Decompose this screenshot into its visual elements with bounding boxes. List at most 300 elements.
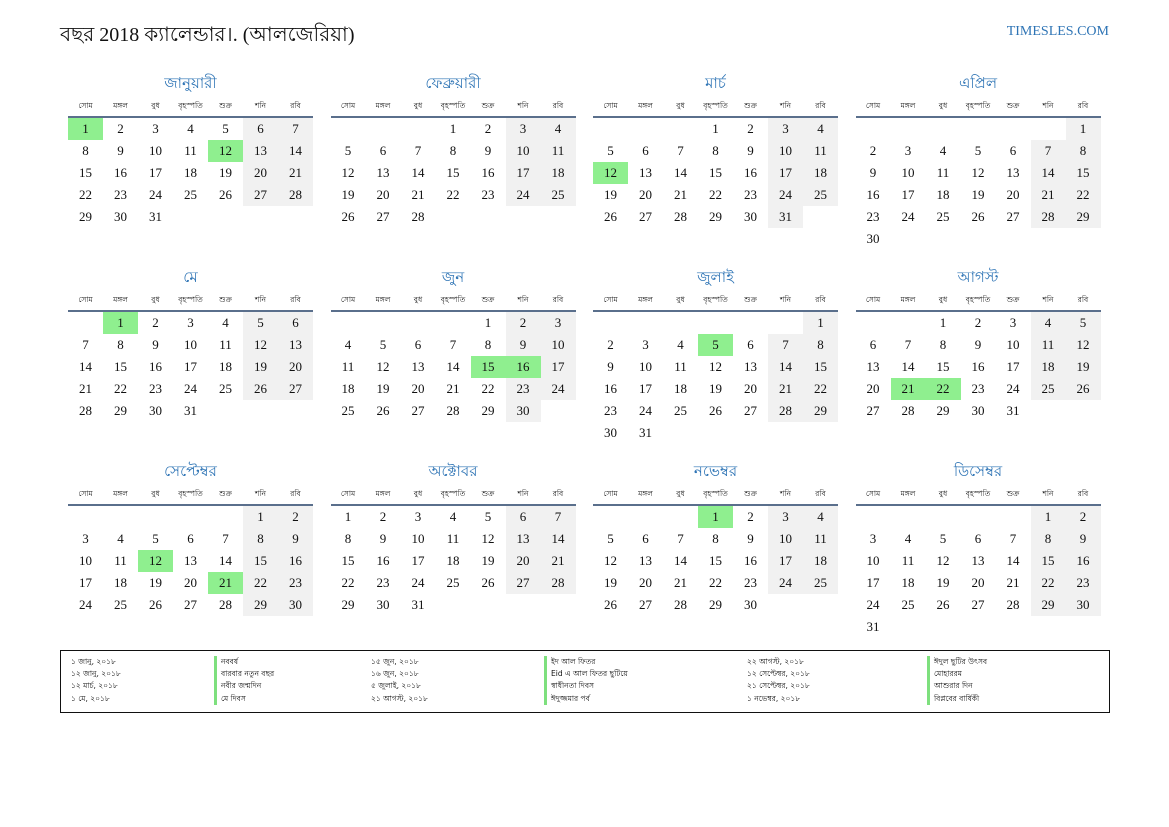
day-cell: 21 [446,381,460,396]
weekday-label: বৃহস্পতি [440,295,466,304]
day-cell: 18 [1031,356,1066,378]
month-calendar [856,266,1101,444]
holiday-names-col-2 [544,656,628,705]
day-cell: 6 [414,337,422,352]
day-cell: 17 [768,550,803,572]
weekday-label: বৃহস্পতি [965,295,991,304]
day-cell: 23 [971,381,985,396]
empty-cell [331,118,366,140]
day-cell: 26 [604,209,617,224]
day-cell: 7 [414,143,422,158]
day-cell: 2 [484,121,492,136]
day-cell: 21 [1006,575,1020,590]
weekday-label: বৃহস্পতি [965,489,991,498]
day-cell: 31 [411,597,425,612]
day-cell: 27 [411,403,425,418]
day-cell: 26 [481,575,495,590]
day-cell: 12 [936,553,950,568]
day-cell: 1 [1066,118,1101,140]
day-cell: 11 [219,337,232,352]
day-cell: 25 [803,184,838,206]
day-cell: 11 [1031,334,1066,356]
day-cell: 29 [936,403,950,418]
day-cell: 8 [344,531,352,546]
day-cell: 30 [114,209,127,224]
day-cell: 26 [604,597,617,612]
weekday-label: বৃহস্পতি [178,295,203,304]
month-name: সেপ্টেম্বর [164,464,217,480]
empty-cell [1031,118,1066,140]
month-name: আগস্ট [957,270,999,286]
day-cell: 9 [278,528,313,550]
day-cell: 4 [187,121,194,136]
day-cell: 19 [604,575,617,590]
weekday-header [68,96,313,118]
day-cell: 15 [243,550,278,572]
weekday-label: বুধ [676,489,685,498]
holiday-entry: Eid এ আল ফিতর ছুটিয়ে [551,669,628,679]
empty-cell [926,118,961,140]
day-cell: 13 [744,359,757,374]
weekday-label: বৃহস্পতি [703,295,728,304]
day-cell: 11 [803,140,838,162]
day-cell: 10 [866,553,880,568]
day-cell: 5 [344,143,352,158]
day-cell: 28 [1006,597,1020,612]
day-cell: 7 [1009,531,1017,546]
day-cell: 1 [1031,506,1066,528]
weekday-header [593,290,838,312]
day-cell: 28 [674,209,687,224]
day-cell: 13 [639,165,652,180]
weekday-label: বুধ [151,295,160,304]
weekday-label: শনি [517,101,529,110]
day-cell: 26 [376,403,390,418]
day-cell: 1 [344,509,352,524]
day-cell: 10 [1006,337,1020,352]
day-cell: 17 [901,187,915,202]
day-cell: 4 [803,118,838,140]
weekday-label: রবি [815,295,826,304]
month-calendar [68,72,313,250]
weekday-label: শুক্র [219,489,232,498]
day-cell: 17 [411,553,425,568]
day-cell: 11 [541,140,576,162]
weekday-label: সোম [78,101,93,110]
day-cell: 6 [379,143,387,158]
month-name: ডিসেম্বর [953,464,1003,480]
weekday-label: বুধ [938,489,948,498]
day-cell: 28 [411,209,425,224]
day-cell: 30 [744,597,757,612]
day-cell: 7 [278,118,313,140]
day-cell: 5 [974,143,982,158]
day-cell: 4 [1031,312,1066,334]
day-cell: 24 [184,381,197,396]
day-cell: 19 [709,381,722,396]
empty-cell [891,506,926,528]
empty-cell [366,312,401,334]
day-cell: 14 [674,165,687,180]
empty-cell [628,312,663,334]
day-cell: 9 [869,165,877,180]
day-cell: 5 [1066,312,1101,334]
day-cell: 3 [642,337,649,352]
day-cell: 27 [184,597,197,612]
day-cell: 10 [768,140,803,162]
weekday-label: সোম [603,295,618,304]
day-cell: 20 [1006,187,1020,202]
day-cell: 10 [411,531,425,546]
day-cell: 30 [149,403,162,418]
weekday-label: বুধ [151,489,160,498]
weekday-label: রবি [552,101,564,110]
day-cell: 3 [187,315,194,330]
day-cell: 18 [184,165,197,180]
day-cell: 23 [744,575,757,590]
day-cell: 15 [114,359,127,374]
day-cell: 13 [376,165,390,180]
weekday-label: শুক্র [744,489,757,498]
day-grid [331,118,576,228]
day-cell: 31 [866,619,880,634]
day-cell: 15 [1066,162,1101,184]
holiday-entry: ১ নভেম্বর, ২০১৮ [747,693,801,703]
day-cell: 5 [152,531,159,546]
day-cell: 9 [379,531,387,546]
site-link[interactable]: TIMESLES.COM [1006,24,1109,39]
day-cell: 22 [79,187,92,202]
day-cell: 29 [803,400,838,422]
weekday-label: বুধ [151,101,160,110]
day-cell: 14 [541,528,576,550]
day-cell: 16 [149,359,162,374]
day-cell: 24 [768,572,803,594]
day-cell: 14 [1031,162,1066,184]
day-cell: 25 [674,403,687,418]
day-cell: 6 [642,143,649,158]
weekday-label: বুধ [413,295,423,304]
day-cell: 7 [222,531,229,546]
day-cell: 17 [541,356,576,378]
day-cell: 5 [698,334,733,356]
empty-cell [698,312,733,334]
weekday-label: বুধ [938,101,948,110]
day-cell: 22 [341,575,355,590]
day-cell: 30 [278,594,313,616]
day-grid [68,312,313,422]
day-cell: 26 [709,403,722,418]
weekday-header [68,484,313,506]
empty-cell [663,312,698,334]
day-cell: 7 [82,337,89,352]
weekday-label: বুধ [676,295,685,304]
day-cell: 11 [901,553,915,568]
day-cell: 16 [278,550,313,572]
day-cell: 28 [901,403,915,418]
day-cell: 10 [79,553,92,568]
empty-cell [768,312,803,334]
day-cell: 24 [506,184,541,206]
weekday-label: শুক্র [481,295,495,304]
day-cell: 2 [869,143,877,158]
day-cell: 27 [506,572,541,594]
holiday-entry: ১২ সেপ্টেম্বর, ২০১৮ [747,669,810,679]
day-grid [68,506,313,616]
weekday-label: শুক্র [1006,489,1020,498]
day-cell: 9 [1066,528,1101,550]
day-cell: 4 [939,143,947,158]
weekday-label: শনি [254,295,267,304]
day-cell: 5 [243,312,278,334]
weekday-label: সোম [78,489,93,498]
weekday-header [331,290,576,312]
day-cell: 20 [866,381,880,396]
day-cell: 2 [117,121,124,136]
day-cell: 20 [744,381,757,396]
day-cell: 12 [593,162,628,184]
day-cell: 12 [709,359,722,374]
day-cell: 13 [243,140,278,162]
day-cell: 19 [604,187,617,202]
day-cell: 7 [449,337,457,352]
weekday-label: শনি [254,489,267,498]
weekday-header [856,484,1101,506]
empty-cell [331,312,366,334]
day-cell: 7 [541,506,576,528]
holiday-names-col-1 [214,656,274,705]
day-cell: 14 [219,553,232,568]
day-cell: 28 [674,597,687,612]
day-cell: 20 [184,575,197,590]
day-cell: 19 [149,575,162,590]
month-name: জুন [441,270,465,286]
day-grid [68,118,313,228]
day-cell: 19 [1066,356,1101,378]
day-cell: 6 [642,531,649,546]
day-cell: 14 [79,359,92,374]
day-cell: 10 [506,140,541,162]
day-cell: 26 [219,187,232,202]
day-cell: 5 [607,143,614,158]
day-cell: 18 [803,162,838,184]
weekday-label: বুধ [413,101,423,110]
holiday-dates-col-1 [71,656,121,705]
month-calendar [68,266,313,444]
day-cell: 3 [768,118,803,140]
day-cell: 26 [936,597,950,612]
day-cell: 2 [974,315,982,330]
holiday-entry: নবীর জন্মদিন [221,681,262,691]
weekday-label: শুক্র [219,295,232,304]
day-cell: 23 [1066,572,1101,594]
day-cell: 15 [709,165,722,180]
weekday-label: সোম [865,101,881,110]
weekday-label: মঙ্গল [375,101,391,110]
weekday-label: বুধ [938,295,948,304]
weekday-label: সোম [865,489,881,498]
day-cell: 17 [768,162,803,184]
day-cell: 3 [768,506,803,528]
day-cell: 22 [243,572,278,594]
day-cell: 18 [541,162,576,184]
weekday-label: মঙ্গল [113,489,128,498]
weekday-label: বৃহস্পতি [440,101,466,110]
day-cell: 9 [506,334,541,356]
day-cell: 13 [506,528,541,550]
day-cell: 16 [744,553,757,568]
day-cell: 1 [698,506,733,528]
day-cell: 4 [222,315,229,330]
day-cell: 13 [971,553,985,568]
day-cell: 25 [184,187,197,202]
weekday-label: বৃহস্পতি [178,101,203,110]
day-cell: 22 [709,575,722,590]
day-cell: 9 [484,143,492,158]
day-cell: 8 [803,334,838,356]
day-cell: 1 [449,121,457,136]
day-cell: 3 [414,509,422,524]
day-cell: 7 [677,531,684,546]
day-cell: 21 [208,572,243,594]
day-cell: 14 [278,140,313,162]
day-cell: 15 [1031,550,1066,572]
weekday-label: বৃহস্পতি [440,489,466,498]
day-cell: 23 [149,381,162,396]
day-cell: 29 [341,597,355,612]
empty-cell [926,506,961,528]
day-cell: 12 [243,334,278,356]
weekday-label: শনি [517,489,529,498]
holiday-entry: ৫ জুলাই, ২০১৮ [371,681,421,691]
weekday-label: সোম [340,489,356,498]
day-cell: 15 [446,165,460,180]
empty-cell [856,312,891,334]
day-cell: 14 [901,359,915,374]
day-cell: 10 [541,334,576,356]
day-cell: 24 [79,597,92,612]
month-calendar [856,460,1101,638]
day-cell: 3 [82,531,89,546]
month-name: মে [183,270,198,286]
day-cell: 14 [674,553,687,568]
day-cell: 22 [803,378,838,400]
day-cell: 18 [219,359,232,374]
month-calendar [593,72,838,250]
weekday-label: রবি [1077,489,1089,498]
day-cell: 22 [114,381,127,396]
weekday-label: মঙ্গল [113,295,128,304]
day-cell: 1 [103,312,138,334]
day-cell: 23 [278,572,313,594]
day-cell: 21 [768,378,803,400]
day-cell: 8 [712,531,719,546]
day-cell: 8 [243,528,278,550]
holiday-names-col-3 [927,656,987,705]
day-cell: 22 [926,378,961,400]
day-cell: 6 [747,337,754,352]
weekday-label: সোম [603,489,618,498]
day-cell: 15 [803,356,838,378]
day-cell: 16 [376,553,390,568]
weekday-label: রবি [290,295,301,304]
empty-cell [103,506,138,528]
day-cell: 12 [208,140,243,162]
day-cell: 31 [1006,403,1020,418]
month-calendar [593,460,838,638]
day-cell: 13 [1006,165,1020,180]
day-cell: 11 [114,553,127,568]
weekday-header [593,96,838,118]
weekday-header [331,96,576,118]
day-cell: 20 [243,162,278,184]
day-cell: 23 [114,187,127,202]
empty-cell [138,506,173,528]
day-cell: 31 [639,425,652,440]
day-cell: 31 [768,206,803,228]
day-cell: 17 [149,165,162,180]
day-cell: 8 [712,143,719,158]
day-cell: 31 [149,209,162,224]
day-cell: 23 [506,378,541,400]
weekday-label: রবি [552,295,564,304]
day-cell: 2 [278,506,313,528]
holiday-entry: ইদ আল ফিতর [551,657,596,666]
empty-cell [891,118,926,140]
day-cell: 9 [607,359,614,374]
day-cell: 6 [974,531,982,546]
month-name: জুলাই [697,270,734,286]
months-grid [68,72,1101,638]
empty-cell [961,506,996,528]
empty-cell [68,312,103,334]
weekday-label: শনি [517,295,529,304]
day-cell: 3 [904,143,912,158]
day-cell: 3 [152,121,159,136]
day-cell: 14 [1006,553,1020,568]
day-cell: 21 [411,187,425,202]
day-cell: 11 [803,528,838,550]
day-cell: 11 [674,359,687,374]
day-grid [593,506,838,616]
day-cell: 28 [278,184,313,206]
day-cell: 22 [481,381,495,396]
day-cell: 22 [709,187,722,202]
day-cell: 16 [114,165,127,180]
day-cell: 11 [446,531,460,546]
day-cell: 23 [866,209,880,224]
day-cell: 28 [1031,206,1066,228]
day-cell: 8 [1031,528,1066,550]
weekday-label: রবি [815,489,826,498]
day-cell: 30 [506,400,541,422]
month-calendar [856,72,1101,250]
day-cell: 14 [446,359,460,374]
day-cell: 27 [278,378,313,400]
day-cell: 13 [639,553,652,568]
day-cell: 17 [639,381,652,396]
day-cell: 8 [117,337,124,352]
weekday-label: সোম [603,101,618,110]
day-cell: 25 [936,209,950,224]
day-cell: 25 [1031,378,1066,400]
empty-cell [856,506,891,528]
day-cell: 21 [891,378,926,400]
day-cell: 30 [604,425,617,440]
empty-cell [401,118,436,140]
day-cell: 25 [114,597,127,612]
day-cell: 26 [243,378,278,400]
